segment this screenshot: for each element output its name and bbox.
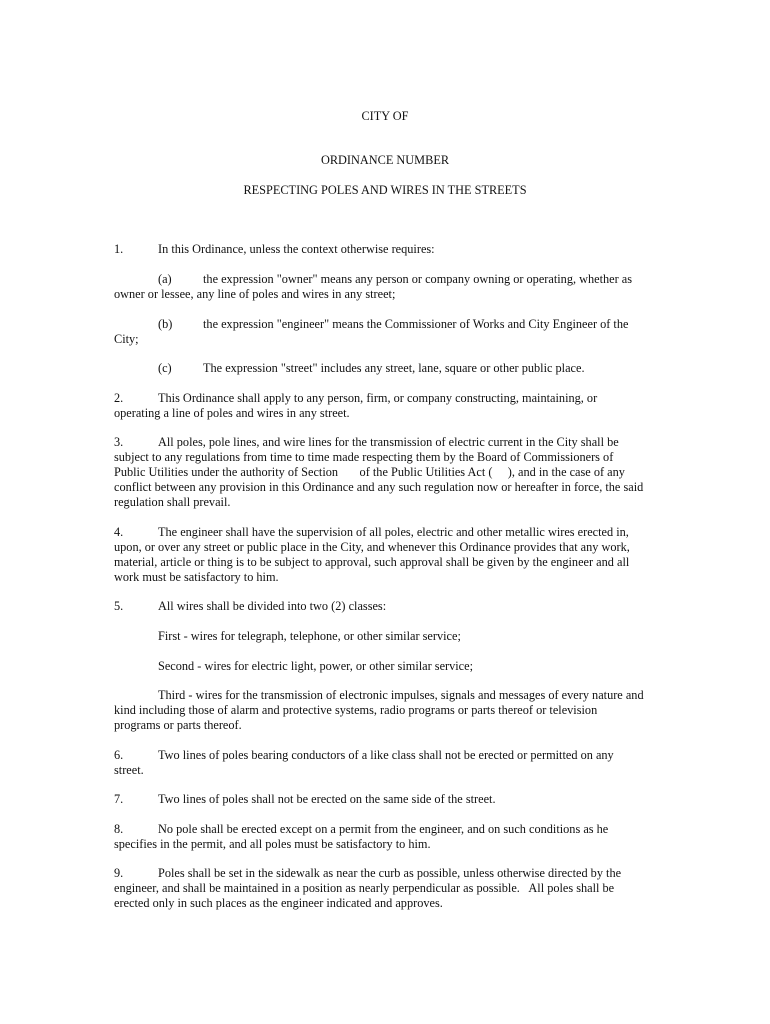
clause-text: City; <box>114 332 139 346</box>
section-number: 8. <box>114 822 124 836</box>
section-number: 1. <box>114 242 124 256</box>
section-text: erected only in such places as the engineer indicated and approves. <box>114 896 443 910</box>
section-text: regulation shall prevail. <box>114 495 231 509</box>
section-text: Poles shall be set in the sidewalk as near the curb as possible, unless otherwise directed by the <box>158 866 622 880</box>
section-text: subject to any regulations from time to time made respecting them by the Board of Commissioners of <box>114 450 614 464</box>
section-number: 2. <box>114 391 124 405</box>
section-text: This Ordinance shall apply to any person, firm, or company constructing, maintaining, or <box>158 391 598 405</box>
clause-label: (a) <box>158 272 172 286</box>
section-text: All wires shall be divided into two (2) classes: <box>158 599 387 613</box>
section-number: 3. <box>114 435 124 449</box>
city-heading: CITY OF <box>361 109 409 123</box>
section-text: work must be satisfactory to him. <box>114 570 279 584</box>
ordinance-number-heading: ORDINANCE NUMBER <box>320 153 450 167</box>
clause-label: (b) <box>158 317 173 331</box>
section-text: The engineer shall have the supervision of all poles, electric and other metallic wires erected in, <box>158 525 629 539</box>
clause-text: the expression "owner" means any person or company owning or operating, whether as <box>203 272 633 286</box>
section-text: All poles, pole lines, and wire lines for the transmission of electric current in the City shall be <box>158 435 619 449</box>
wire-class-first: First - wires for telegraph, telephone, or other similar service; <box>158 629 461 643</box>
section-number: 6. <box>114 748 124 762</box>
section-text: Two lines of poles shall not be erected on the same side of the street. <box>158 792 496 806</box>
section-text: operating a line of poles and wires in any street. <box>114 406 350 420</box>
wire-class-third: kind including those of alarm and protective systems, radio programs or parts thereof or television <box>114 703 598 717</box>
section-text: Two lines of poles bearing conductors of a like class shall not be erected or permitted on any <box>158 748 614 762</box>
ordinance-subject-heading: RESPECTING POLES AND WIRES IN THE STREETS <box>243 183 527 197</box>
wire-class-third: programs or parts thereof. <box>114 718 242 732</box>
wire-class-third: Third - wires for the transmission of electronic impulses, signals and messages of every nature and <box>158 688 644 702</box>
section-text: Public Utilities under the authority of Section of the Public Utilities Act ( ), and in the case of any <box>114 465 625 479</box>
section-text: upon, or over any street or public place in the City, and whenever this Ordinance provides that any work, <box>114 540 630 554</box>
clause-text: owner or lessee, any line of poles and wires in any street; <box>114 287 396 301</box>
section-text: street. <box>114 763 144 777</box>
section-number: 9. <box>114 866 124 880</box>
clause-label: (c) <box>158 361 172 375</box>
section-text: engineer, and shall be maintained in a position as nearly perpendicular as possible. All poles shall be <box>114 881 615 895</box>
clause-text: The expression "street" includes any street, lane, square or other public place. <box>203 361 585 375</box>
clause-text: the expression "engineer" means the Commissioner of Works and City Engineer of the <box>203 317 629 331</box>
section-text: material, article or thing is to be subject to approval, such approval shall be given by the engineer and all <box>114 555 630 569</box>
section-number: 7. <box>114 792 124 806</box>
section-text: conflict between any provision in this Ordinance and any such regulation now or hereafter in force, the said <box>114 480 644 494</box>
section-text: No pole shall be erected except on a permit from the engineer, and on such conditions as he <box>158 822 609 836</box>
section-number: 4. <box>114 525 124 539</box>
section-text: In this Ordinance, unless the context otherwise requires: <box>158 242 435 256</box>
wire-class-second: Second - wires for electric light, power, or other similar service; <box>158 659 474 673</box>
section-text: specifies in the permit, and all poles must be satisfactory to him. <box>114 837 431 851</box>
section-number: 5. <box>114 599 124 613</box>
